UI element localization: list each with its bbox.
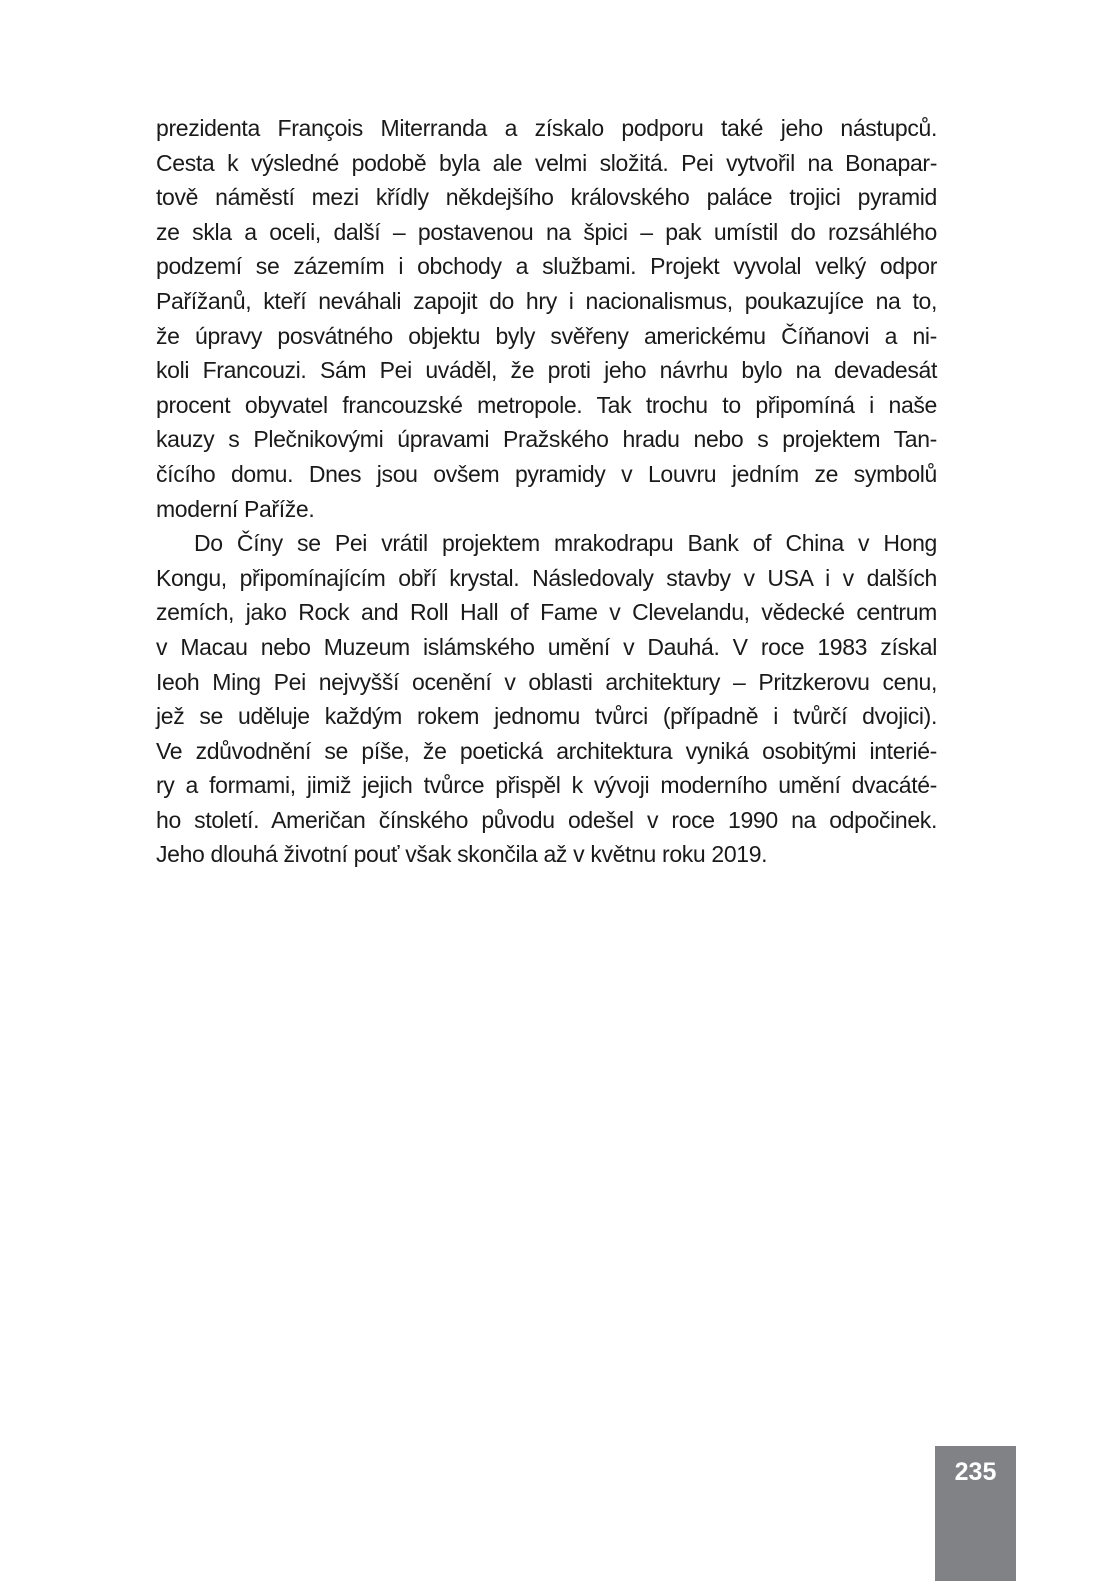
text-line: ho století. Američan čínského původu odešel v roce 1990 na odpočinek. (156, 806, 937, 833)
text-line: čícího domu. Dnes jsou ovšem pyramidy v Louvru jedním ze symbolů (156, 460, 937, 487)
paragraph-1 (156, 111, 937, 526)
body-text (156, 111, 937, 872)
text-line: prezidenta François Miterranda a získalo podporu také jeho nástupců. (156, 115, 937, 141)
text-line: ze skla a oceli, další – postavenou na špici – pak umístil do rozsáhlého (156, 218, 937, 245)
text-line: jež se uděluje každým rokem jednomu tvůrci (případně i tvůrčí dvojici). (156, 703, 937, 730)
text-line: Cesta k výsledné podobě byla ale velmi složitá. Pei vytvořil na Bonapar- (156, 149, 937, 176)
text-line: ry a formami, jimiž jejich tvůrce přispěl k vývoji moderního umění dvacáté- (156, 772, 937, 799)
text-line: procent obyvatel francouzské metropole. Tak trochu to připomíná i naše (156, 391, 937, 418)
text-line: Pařížanů, kteří neváhali zapojit do hry i nacionalismus, poukazujíce na to, (156, 287, 937, 314)
text-line: kauzy s Plečnikovými úpravami Pražského hradu nebo s projektem Tan- (156, 426, 937, 453)
page-number-tab (935, 1446, 1016, 1581)
text-line: podzemí se zázemím i obchody a službami. Projekt vyvolal velký odpor (156, 253, 937, 280)
text-line: koli Francouzi. Sám Pei uváděl, že proti jeho návrhu bylo na devadesát (156, 357, 937, 384)
text-line: v Macau nebo Muzeum islámského umění v Dauhá. V roce 1983 získal (156, 633, 937, 660)
text-line: moderní Paříže. (156, 495, 315, 522)
text-line: Jeho dlouhá životní pouť však skončila až v květnu roku 2019. (156, 841, 768, 868)
text-line: Ve zdůvodnění se píše, že poetická architektura vyniká osobitými interié- (156, 737, 937, 764)
paragraph-2 (156, 526, 937, 872)
page-number: 235 (954, 1458, 997, 1486)
text-line: Ieoh Ming Pei nejvyšší ocenění v oblasti architektury – Pritzkerovu cenu, (156, 668, 937, 695)
text-line: tově náměstí mezi křídly někdejšího královského paláce trojici pyramid (156, 184, 937, 211)
text-line: zemích, jako Rock and Roll Hall of Fame v Clevelandu, vědecké centrum (156, 599, 937, 626)
text-line: že úpravy posvátného objektu byly svěřeny americkému Číňanovi a ni- (156, 322, 937, 349)
text-line: Kongu, připomínajícím obří krystal. Následovaly stavby v USA i v dalších (156, 564, 937, 591)
text-line: Do Číny se Pei vrátil projektem mrakodrapu Bank of China v Hong (194, 530, 937, 557)
